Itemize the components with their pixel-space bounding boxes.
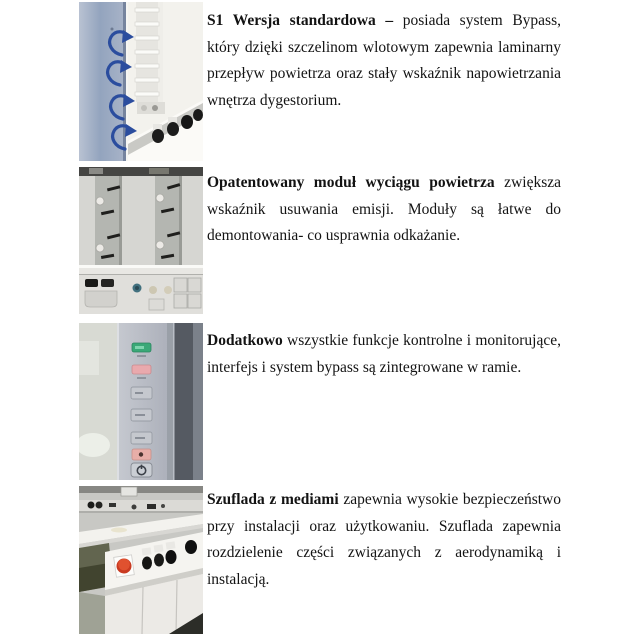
paragraph-body: zapewnia wysokie bezpieczeństwo przy instalacji oraz użytkowaniu. Szuflada zapewnia rozdzielenie części związanych z aerodynamiką i instalacją. bbox=[207, 491, 562, 588]
paragraph-media-drawer bbox=[207, 487, 561, 593]
paragraph-extraction-modules bbox=[207, 170, 561, 250]
extraction-module-right-icon bbox=[155, 176, 182, 265]
paragraph-control-panel bbox=[207, 328, 561, 381]
paragraph-lead: Dodatkowo bbox=[207, 332, 283, 349]
extraction-modules-photo bbox=[79, 167, 203, 314]
media-drawer-photo bbox=[79, 486, 203, 634]
extraction-module-left-icon bbox=[95, 176, 122, 265]
power-icon bbox=[131, 463, 152, 477]
paragraph-body: zwiększa wskaźnik usuwania emisji. Moduły są łatwe do demontowania- co usprawnia odkażanie. bbox=[207, 174, 561, 245]
drip-tray-icon bbox=[85, 291, 117, 307]
control-panel-photo bbox=[79, 323, 203, 480]
paragraph-lead: Opatentowany moduł wyciągu powietrza bbox=[207, 174, 495, 191]
paragraph-lead: Szuflada z mediami bbox=[207, 491, 339, 508]
paragraph-body: posiada system Bypass, który dzięki szczelinom wlotowym zapewnia laminarny przepływ powietrza oraz stały wskaźnik napowietrzania wnętrza dygestorium. bbox=[207, 12, 561, 109]
paragraph-body: wszystkie funkcje kontrolne i monitorujące, interfejs i system bypass są zintegrowane w ramie. bbox=[207, 332, 561, 376]
paragraph-s1-standard bbox=[207, 8, 561, 114]
bypass-airflow-photo bbox=[79, 2, 203, 161]
emergency-stop-button bbox=[114, 555, 135, 577]
paragraph-lead: S1 Wersja standardowa – bbox=[207, 12, 394, 29]
